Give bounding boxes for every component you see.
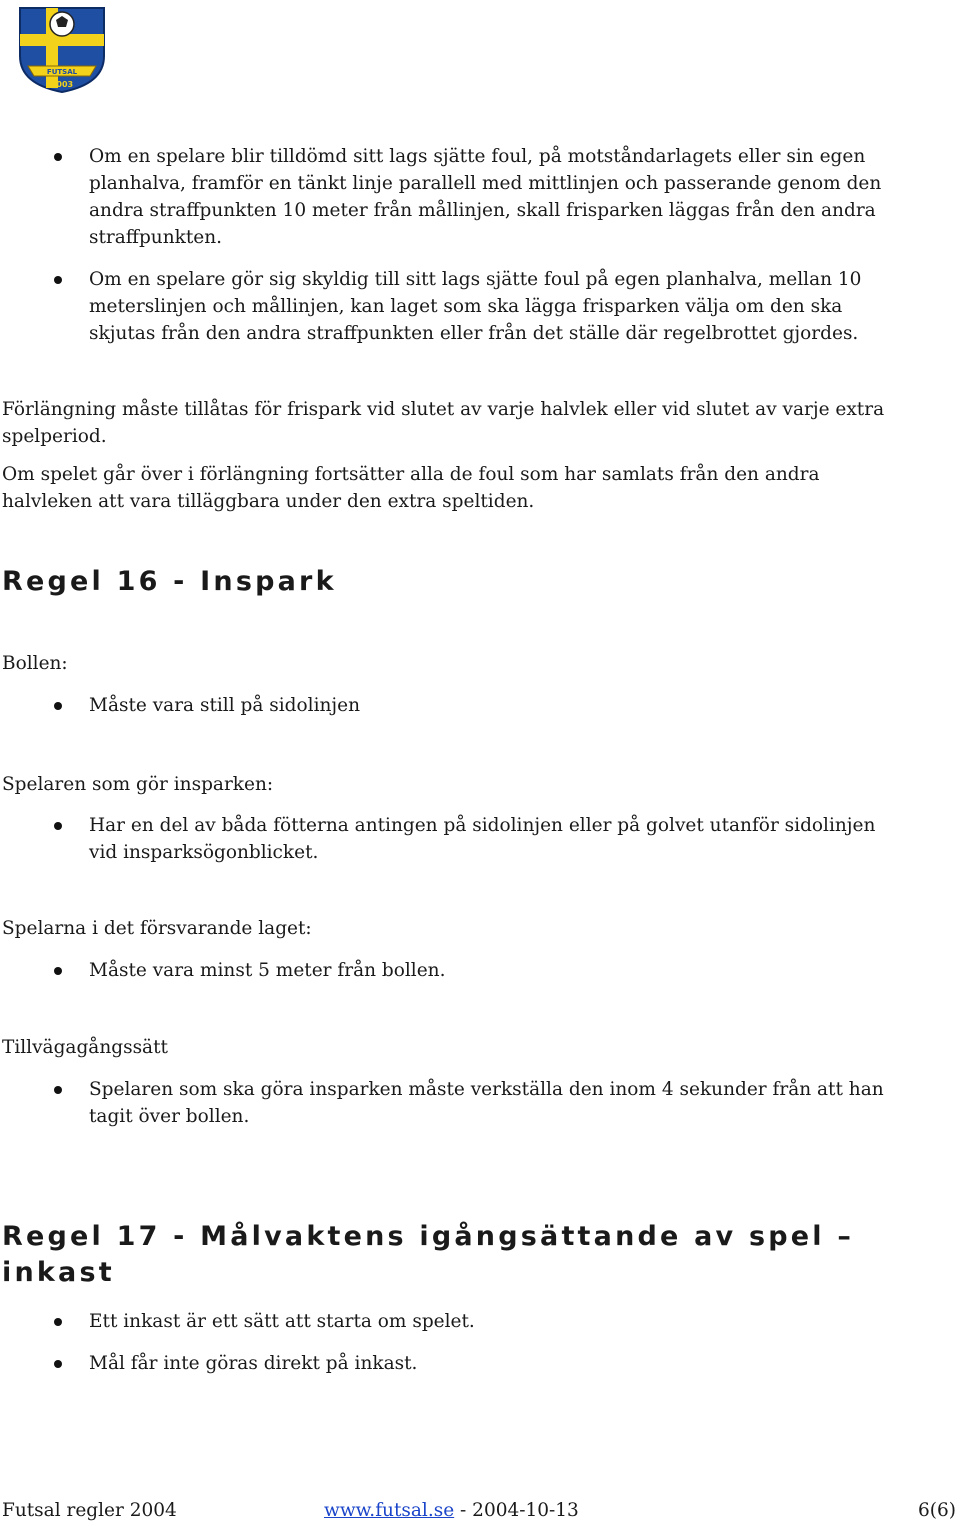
- footer-center: [324, 1497, 579, 1525]
- page-footer: [0, 1497, 958, 1525]
- bullet-item-throw-restart: Ett inkast är ett sätt att starta om spelet.: [89, 1308, 909, 1335]
- bullet-item-ball-still: Måste vara still på sidolinjen: [89, 692, 909, 719]
- footer-website-link[interactable]: www.futsal.se: [324, 1500, 455, 1521]
- bullet-item-no-direct-goal: Mål får inte göras direkt på inkast.: [89, 1350, 909, 1377]
- logo-ribbon-text: FUTSAL: [46, 68, 78, 76]
- footer-title: Futsal regler 2004: [2, 1500, 177, 1521]
- rule16-subheading-kicker: Spelaren som gör insparken:: [2, 774, 274, 795]
- paragraph-overtime-fouls: Om spelet går över i förlängning fortsätter alla de foul som har samlats från den andra halvleken att vara tilläggbara under den extra speltiden.: [2, 464, 820, 512]
- bullet-item-defender-distance: Måste vara minst 5 meter från bollen.: [89, 957, 909, 984]
- bullet-item-sixth-foul-opponent-half: Om en spelare blir tilldömd sitt lags sjätte foul, på motståndarlagets eller sin egen planhalva, framför en tänkt linje parallell med mittlinjen och passerande genom den andra straffpunkten 10 meter från mållinjen, skall frisparken läggas från den andra straffpunkten.: [89, 143, 909, 251]
- rule17-heading: Regel 17 - Målvaktens igångsättande av spel – inkast: [2, 1221, 855, 1288]
- swedish-flag-crest-icon: [16, 4, 108, 94]
- rule16-subheading-ball: Bollen:: [2, 653, 68, 674]
- rule16-subheading-defenders: Spelarna i det försvarande laget:: [2, 918, 312, 939]
- paragraph-extension: Förlängning måste tillåtas för frispark vid slutet av varje halvlek eller vid slutet av varje extra spelperiod.: [2, 399, 885, 447]
- logo-year-text: 2003: [50, 80, 74, 89]
- footer-page-number: 6(6): [918, 1500, 956, 1521]
- futsal-logo: [16, 4, 108, 94]
- footer-date: - 2004-10-13: [454, 1500, 579, 1521]
- bullet-item-four-seconds: Spelaren som ska göra insparken måste verkställa den inom 4 sekunder från att han tagit över bollen.: [89, 1076, 909, 1130]
- bullet-item-kicker-feet: Har en del av båda fötterna antingen på sidolinjen eller på golvet utanför sidolinjen vid insparksögonblicket.: [89, 812, 909, 866]
- bullet-item-sixth-foul-own-half: Om en spelare gör sig skyldig till sitt lags sjätte foul på egen planhalva, mellan 10 meterslinjen och mållinjen, kan laget som ska lägga frisparken välja om den ska skjutas från den andra straffpunkten eller från det ställe där regelbrottet gjordes.: [89, 266, 909, 347]
- rule16-heading: Regel 16 - Inspark: [2, 566, 337, 597]
- rule16-subheading-procedure: Tillvägagångssätt: [2, 1037, 168, 1058]
